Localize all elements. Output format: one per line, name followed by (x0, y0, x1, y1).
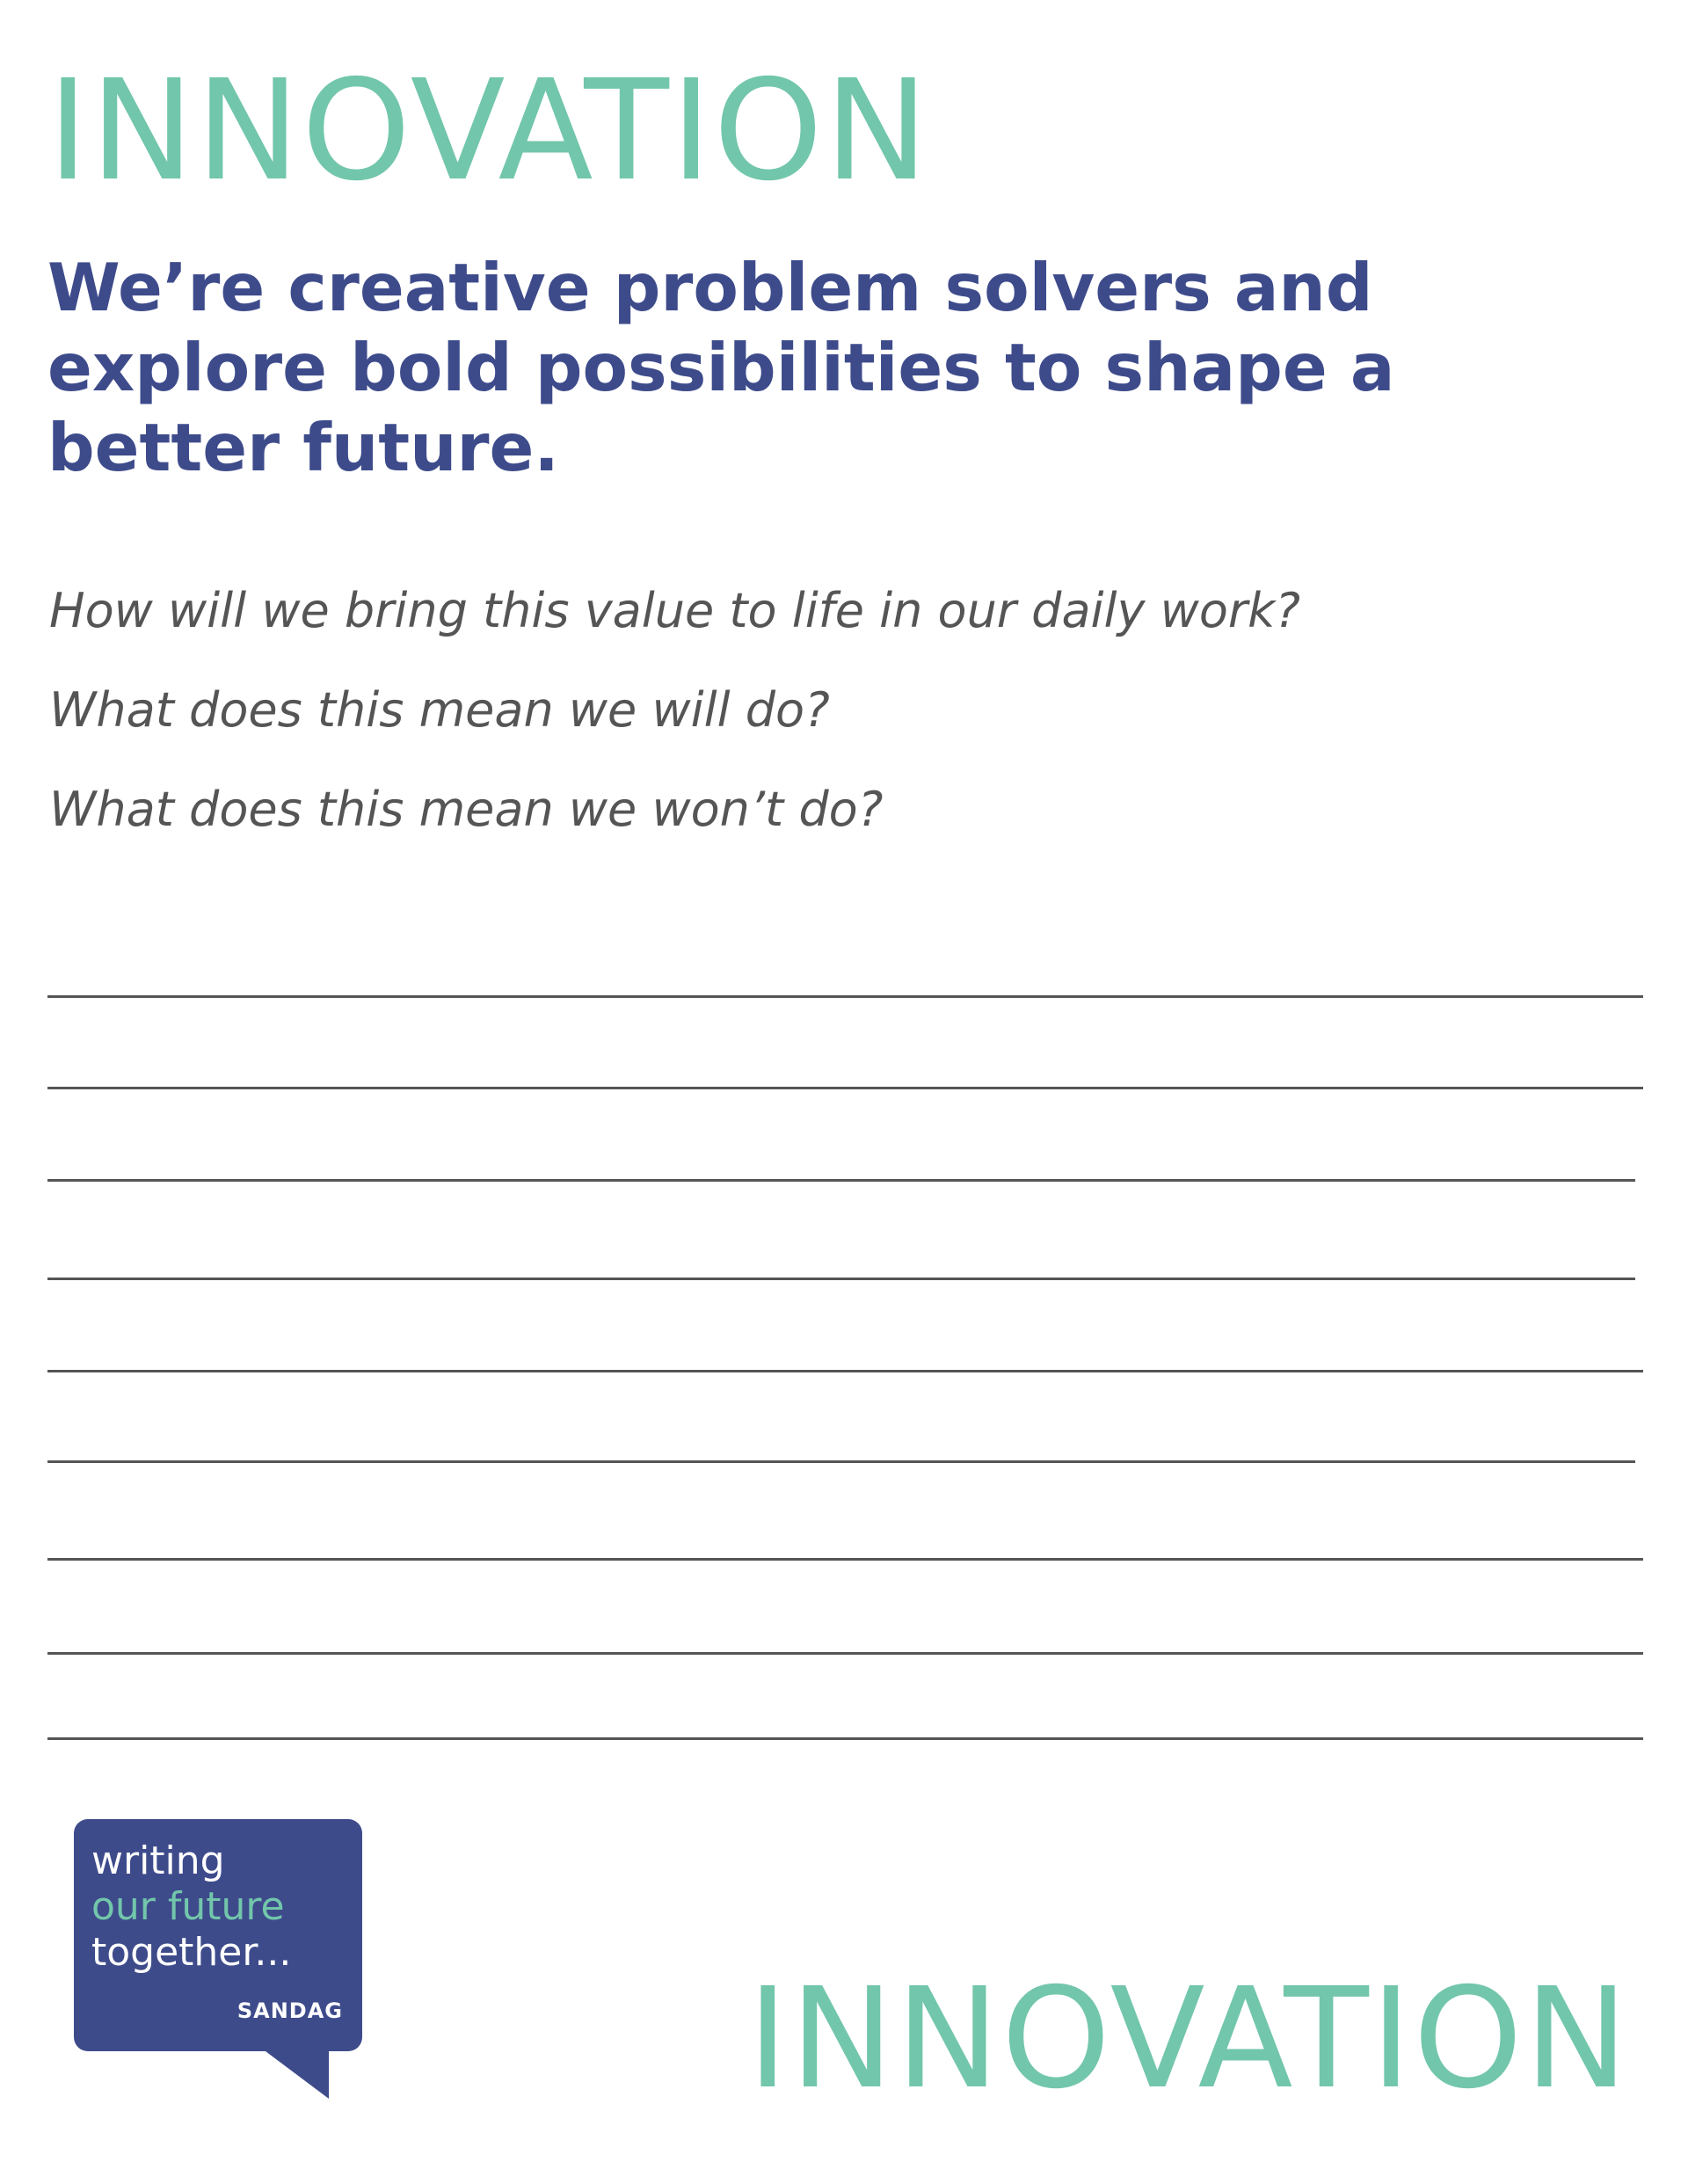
value-statement: We’re creative problem solvers and explore bold possibilities to shape a better future. (47, 249, 1395, 486)
logo-tagline-line-2: our future (91, 1884, 285, 1929)
page-title: INNOVATION (47, 50, 931, 212)
writing-line[interactable] (47, 1370, 1643, 1372)
prompt-will-do: What does this mean we will do? (49, 682, 830, 738)
logo-tagline-line-3: together... (91, 1930, 292, 1975)
writing-line[interactable] (47, 1179, 1635, 1182)
logo-brand-name: SANDAG (236, 1998, 343, 2023)
logo-tagline (91, 1838, 291, 1976)
writing-line[interactable] (47, 1087, 1643, 1089)
writing-line[interactable] (47, 1460, 1635, 1463)
writing-line[interactable] (47, 1558, 1643, 1561)
writing-line[interactable] (47, 1652, 1643, 1655)
prompt-wont-do: What does this mean we won’t do? (49, 782, 884, 837)
logo-tagline-line-1: writing (91, 1838, 225, 1883)
sandag-logo (74, 1819, 369, 2100)
prompt-daily-work: How will we bring this value to life in our daily work? (49, 583, 1301, 638)
writing-line[interactable] (47, 1278, 1635, 1280)
writing-line[interactable] (47, 995, 1643, 998)
writing-line[interactable] (47, 1737, 1643, 1740)
footer-title: INNOVATION (746, 1958, 1630, 2120)
